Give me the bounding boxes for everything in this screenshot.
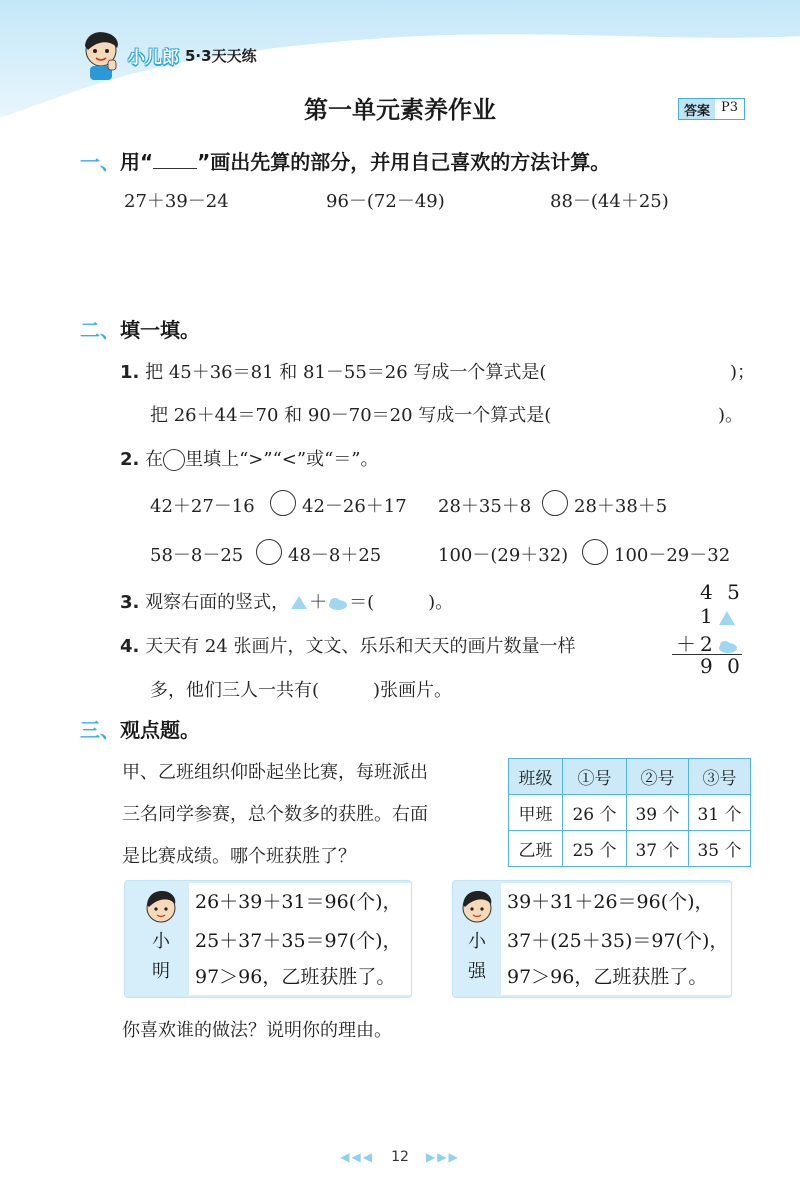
page-number: 12: [391, 1149, 409, 1165]
answer-tag[interactable]: [678, 98, 745, 120]
table-row: [509, 831, 751, 867]
compare-circle-4[interactable]: [582, 539, 608, 565]
section2-title-text: 填一填。: [120, 318, 200, 342]
compare-4-right: 100－29－32: [614, 545, 731, 566]
opinion-question: 你喜欢谁的做法？说明你的理由。: [122, 1020, 392, 1041]
section3-title-text: 观点题。: [120, 718, 200, 742]
compare-circle-2[interactable]: [542, 490, 568, 516]
table-cell: 31 个: [689, 795, 751, 831]
xiaoqiang-line-3: 97＞96，乙班获胜了。: [507, 966, 708, 988]
xiaoming-line-1: 26＋39＋31＝96(个)，: [195, 891, 402, 913]
score-table: [508, 758, 751, 867]
page-title: 第一单元素养作业: [304, 96, 496, 124]
brand-logo: [78, 30, 257, 80]
table-row: [509, 795, 751, 831]
vertical-sum-addend: ＋2: [676, 632, 717, 656]
q1-number: 1.: [120, 362, 140, 383]
q2-number: 2.: [120, 449, 140, 470]
compare-1-left: 42＋27－16: [150, 496, 255, 517]
table-cell: 25 个: [563, 831, 627, 867]
q2-line: [120, 445, 379, 471]
q1-line2-end: )。: [718, 405, 744, 426]
xiaoming-avatar-col: [139, 887, 183, 987]
answer-label: 答案: [679, 99, 715, 119]
section1-title-post: ”画出先算的部分，并用自己喜欢的方法计算。: [197, 150, 611, 174]
underline-sample: [153, 168, 197, 169]
q3-post: ＝( )。: [349, 592, 454, 613]
problem-text-1: 甲、乙班组织仰卧起坐比赛，每班派出: [122, 762, 428, 783]
cloud-icon: [717, 637, 739, 655]
expr-1: 27＋39－24: [124, 191, 229, 212]
table-header: ②号: [627, 759, 689, 795]
table-cell: 39 个: [627, 795, 689, 831]
q1-line1-end: )；: [730, 362, 756, 383]
table-cell: 37 个: [627, 831, 689, 867]
table-cell: 35 个: [689, 831, 751, 867]
vertical-sum-digit: 1: [700, 604, 717, 628]
xiaoming-line-3: 97＞96，乙班获胜了。: [195, 966, 396, 988]
xiaoqiang-avatar-col: [457, 887, 497, 987]
q3-number: 3.: [120, 592, 140, 613]
q1-line2-text: 把 26＋44＝70 和 90－70＝20 写成一个算式是(: [150, 405, 552, 426]
section1-number: 一、: [80, 150, 120, 174]
xiaoming-card: [124, 880, 412, 998]
q3-line: [120, 588, 453, 614]
table-header: ①号: [563, 759, 627, 795]
q4-line1-text: 天天有 24 张画片，文文、乐乐和天天的画片数量一样: [145, 636, 576, 657]
xiaoqiang-line-1: 39＋31＋26＝96(个)，: [507, 891, 714, 913]
table-cell: 甲班: [509, 795, 563, 831]
compare-3-left: 58－8－25: [150, 545, 244, 566]
problem-text-3: 是比赛成绩。哪个班获胜了？: [122, 846, 356, 867]
q4-line2: 多，他们三人一共有( )张画片。: [150, 680, 453, 701]
xiaoming-work: [189, 883, 411, 995]
vertical-sum-row3: [676, 628, 739, 657]
compare-4-left: 100－(29＋32): [438, 545, 569, 566]
q3-pre: 观察右面的竖式，: [145, 592, 290, 613]
xiaoqiang-work: [501, 883, 731, 995]
xiaoqiang-card: [452, 880, 732, 998]
vertical-sum-result: 9 0: [700, 654, 744, 678]
table-cell: 26 个: [563, 795, 627, 831]
q1-line1-text: 把 45＋36＝81 和 81－55＝26 写成一个算式是(: [145, 362, 547, 383]
q3-mid: ＋: [309, 592, 328, 613]
xiaoqiang-name-1: 小: [468, 931, 486, 952]
compare-2-left: 28＋35＋8: [438, 496, 532, 517]
compare-circle-1[interactable]: [270, 490, 296, 516]
expr-3: 88－(44＋25): [550, 191, 669, 212]
mascot-icon: [78, 30, 124, 80]
left-arrows-icon: ◀◀◀: [340, 1150, 374, 1164]
q4-line1: [120, 632, 575, 658]
expr-2: 96－(72－49): [326, 191, 445, 212]
xiaoqiang-line-2: 37＋(25＋35)＝97(个)，: [507, 930, 729, 952]
compare-1-right: 42－26＋17: [302, 496, 407, 517]
compare-3-right: 48－8＋25: [288, 545, 382, 566]
q4-number: 4.: [120, 636, 140, 657]
problem-text-2: 三名同学参赛，总个数多的获胜。右面: [122, 804, 428, 825]
table-cell: 乙班: [509, 831, 563, 867]
circle-symbol: [163, 449, 185, 471]
water-drop-icon: [289, 595, 309, 611]
section2-number: 二、: [80, 318, 120, 342]
cloud-icon: [327, 595, 349, 611]
page-footer: [0, 1146, 800, 1165]
vertical-sum-row1: 4 5: [700, 580, 744, 604]
vertical-sum-row2: [700, 604, 737, 628]
compare-circle-3[interactable]: [256, 539, 282, 565]
xiaoming-line-2: 25＋37＋35＝97(个)，: [195, 930, 402, 952]
section3-number: 三、: [80, 718, 120, 742]
q2-post: 里填上“>”“<”或“＝”。: [185, 449, 379, 470]
table-header-row: [509, 759, 751, 795]
xiaoming-name-2: 明: [152, 961, 170, 982]
boy-avatar-icon: [142, 887, 180, 927]
series-name: 5·3天天练: [185, 46, 257, 65]
section3-title: [80, 714, 200, 743]
boy-avatar-icon: [458, 887, 496, 927]
xiaoqiang-name-2: 强: [468, 961, 486, 982]
xiaoming-name-1: 小: [152, 931, 170, 952]
right-arrows-icon: ▶▶▶: [426, 1150, 460, 1164]
section2-title: [80, 314, 200, 343]
compare-2-right: 28＋38＋5: [574, 496, 668, 517]
q2-pre: 在: [145, 449, 164, 470]
section1-title: [80, 146, 610, 175]
answer-page: P3: [721, 100, 739, 115]
section1-title-pre: 用“: [120, 150, 154, 174]
q1-line1: [120, 358, 546, 384]
table-header: 班级: [509, 759, 563, 795]
brand-name: 小儿郎: [128, 47, 179, 68]
water-drop-icon: [717, 609, 737, 627]
table-header: ③号: [689, 759, 751, 795]
